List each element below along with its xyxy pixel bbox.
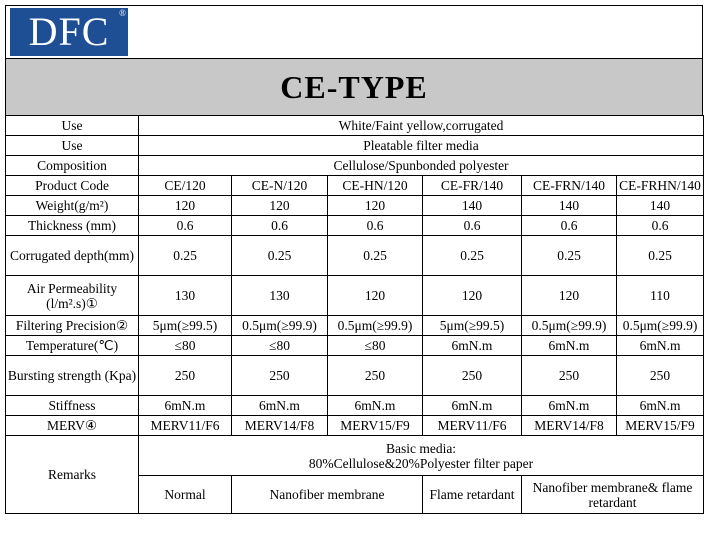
row-label: Bursting strength (Kpa): [6, 356, 139, 396]
cell: 6mN.m: [328, 396, 423, 416]
cell: 6mN.m: [522, 396, 617, 416]
cell: 0.25: [139, 236, 232, 276]
cell: ≤80: [328, 336, 423, 356]
row-label: Use: [6, 116, 139, 136]
row-label: Air Permeability (l/m².s)①: [6, 276, 139, 316]
title-bar: [5, 58, 703, 116]
remarks-basic-media: [139, 436, 704, 476]
cell: 110: [617, 276, 704, 316]
remark-flame-retardant: Flame retardant: [423, 476, 522, 514]
cell: CE-FR/140: [423, 176, 522, 196]
cell: 0.25: [617, 236, 704, 276]
cell: 6mN.m: [617, 336, 704, 356]
cell: 250: [328, 356, 423, 396]
cell: CE-FRN/140: [522, 176, 617, 196]
cell: 0.6: [617, 216, 704, 236]
row-label: Stiffness: [6, 396, 139, 416]
registered-mark: ®: [119, 8, 126, 18]
logo-text: DFC: [28, 9, 110, 54]
cell: MERV15/F9: [328, 416, 423, 436]
row-label: Corrugated depth(mm): [6, 236, 139, 276]
remark-nanofiber-flame: Nanofiber membrane& flame retardant: [522, 476, 704, 514]
row-use-2: [6, 136, 704, 156]
row-label: Filtering Precision②: [6, 316, 139, 336]
row-label: MERV④: [6, 416, 139, 436]
cell: 120: [328, 196, 423, 216]
cell: 250: [617, 356, 704, 396]
row-label: Composition: [6, 156, 139, 176]
cell: 140: [522, 196, 617, 216]
cell: 0.5μm(≥99.9): [617, 316, 704, 336]
cell: CE/120: [139, 176, 232, 196]
cell: 6mN.m: [232, 396, 328, 416]
cell: 120: [232, 196, 328, 216]
cell: 120: [328, 276, 423, 316]
row-value: White/Faint yellow,corrugated: [139, 116, 704, 136]
cell: 0.25: [522, 236, 617, 276]
cell: MERV15/F9: [617, 416, 704, 436]
row-label: Product Code: [6, 176, 139, 196]
dfc-logo: [10, 8, 128, 56]
row-temperature: [6, 336, 704, 356]
cell: ≤80: [232, 336, 328, 356]
cell: 6mN.m: [139, 396, 232, 416]
remarks-basic-line-2: 80%Cellulose&20%Polyester filter paper: [308, 455, 534, 471]
cell: 120: [139, 196, 232, 216]
row-remarks-basic: [6, 436, 704, 476]
cell: 0.6: [232, 216, 328, 236]
row-stiffness: [6, 396, 704, 416]
row-label: Use: [6, 136, 139, 156]
cell: MERV14/F8: [232, 416, 328, 436]
cell: 0.25: [423, 236, 522, 276]
row-value: Pleatable filter media: [139, 136, 704, 156]
cell: 0.25: [232, 236, 328, 276]
cell: 5μm(≥99.5): [139, 316, 232, 336]
cell: 250: [232, 356, 328, 396]
cell: 5μm(≥99.5): [423, 316, 522, 336]
remark-nanofiber: Nanofiber membrane: [232, 476, 423, 514]
cell: 250: [139, 356, 232, 396]
remarks-basic-line-1: Basic media:: [385, 440, 457, 456]
page-title: CE-TYPE: [280, 68, 428, 105]
row-value: Cellulose/Spunbonded polyester: [139, 156, 704, 176]
cell: MERV11/F6: [139, 416, 232, 436]
row-label: Weight(g/m²): [6, 196, 139, 216]
cell: MERV14/F8: [522, 416, 617, 436]
cell: ≤80: [139, 336, 232, 356]
spec-table: [5, 115, 704, 514]
cell: 0.5μm(≥99.9): [232, 316, 328, 336]
row-composition: [6, 156, 704, 176]
cell: CE-N/120: [232, 176, 328, 196]
row-corrugated-depth: [6, 236, 704, 276]
cell: 130: [232, 276, 328, 316]
cell: 6mN.m: [522, 336, 617, 356]
cell: 140: [423, 196, 522, 216]
cell: 0.25: [328, 236, 423, 276]
row-label: Thickness (mm): [6, 216, 139, 236]
cell: CE-HN/120: [328, 176, 423, 196]
row-merv: [6, 416, 704, 436]
cell: 120: [522, 276, 617, 316]
row-air-permeability: [6, 276, 704, 316]
cell: CE-FRHN/140: [617, 176, 704, 196]
cell: 0.5μm(≥99.9): [522, 316, 617, 336]
row-label: Temperature(℃): [6, 336, 139, 356]
logo-row: [5, 5, 703, 59]
row-bursting-strength: [6, 356, 704, 396]
cell: 0.6: [423, 216, 522, 236]
spec-sheet: [5, 5, 703, 530]
cell: 0.6: [328, 216, 423, 236]
cell: 6mN.m: [617, 396, 704, 416]
cell: 6mN.m: [423, 336, 522, 356]
cell: 0.6: [139, 216, 232, 236]
cell: 140: [617, 196, 704, 216]
remark-normal: Normal: [139, 476, 232, 514]
row-weight: [6, 196, 704, 216]
cell: 0.6: [522, 216, 617, 236]
row-product-code: [6, 176, 704, 196]
cell: 6mN.m: [423, 396, 522, 416]
row-thickness: [6, 216, 704, 236]
row-filtering-precision: [6, 316, 704, 336]
cell: 130: [139, 276, 232, 316]
cell: 0.5μm(≥99.9): [328, 316, 423, 336]
cell: 250: [423, 356, 522, 396]
cell: 250: [522, 356, 617, 396]
cell: 120: [423, 276, 522, 316]
row-label: Remarks: [6, 436, 139, 514]
row-use-1: [6, 116, 704, 136]
cell: MERV11/F6: [423, 416, 522, 436]
